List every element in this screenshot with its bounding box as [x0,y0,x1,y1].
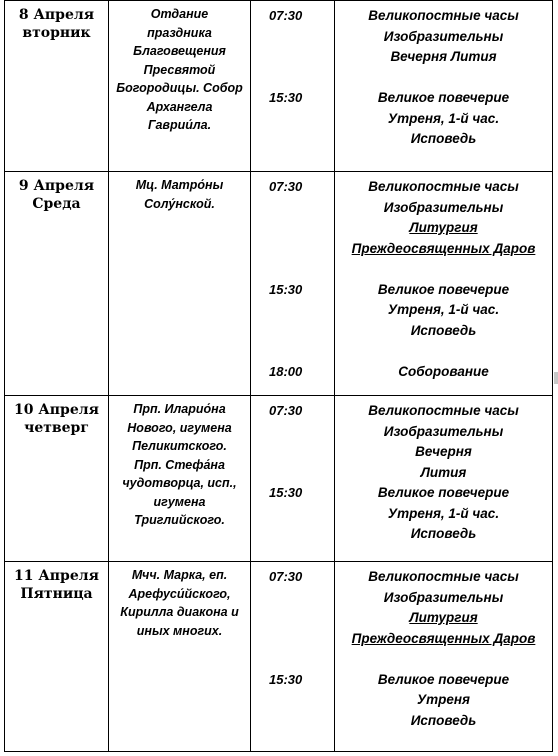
services-cell [335,1,553,172]
service-item: Великое повечерие [377,671,510,687]
saint-line: Богородицы. Собор [116,81,243,95]
service-item: Преждеосвященных Даров [351,240,536,256]
date-cell [5,172,109,396]
time-cell [251,172,335,396]
schedule-row [5,1,553,172]
saint-line: Арефуси́йского, [128,586,231,601]
services-cell [335,396,553,562]
service-time: 18:00 [269,363,303,379]
saint-line: игумена [153,494,206,509]
service-item: Утреня, 1-й час. [387,302,500,317]
service-time: 07:30 [269,569,303,584]
services-cell [335,562,553,752]
service-time: 15:30 [269,281,303,297]
weekday: четверг [24,420,89,436]
services-cell [335,172,553,396]
saint-cell [109,562,251,752]
saint-line: иных многих. [136,623,223,638]
service-time: 07:30 [269,403,303,418]
date-cell [5,562,109,752]
service-item: Изобразительны [383,589,504,605]
service-item: Соборование [398,363,489,379]
service-item: Вечерня [415,444,472,459]
service-time: 15:30 [269,485,303,500]
service-item: Великое повечерие [377,281,510,297]
service-item: Великопостные часы [368,569,519,584]
saint-line: Прп. Иларио́на [133,402,226,416]
schedule-row [5,562,553,752]
service-item: Исповедь [410,526,477,541]
service-item: Утреня, 1-й час. [387,505,500,521]
service-item: Великопостные часы [368,8,519,23]
date-cell [5,1,109,172]
service-item: Великопостные часы [368,179,519,194]
service-item: Литургия [409,610,478,625]
saint-cell [109,172,251,396]
saint-line: Мчч. Марка, еп. [131,568,228,582]
service-time: 15:30 [269,671,303,687]
saint-line: Пресвятой [143,62,216,77]
service-item: Великое повечерие [377,90,510,105]
saint-line: Пеликитского. [132,439,227,453]
saint-line: Благовещения [133,44,226,58]
saint-line: Триглийского. [134,513,225,527]
saint-line: Мц. Матро́ны [135,178,224,192]
schedule-table [4,0,553,752]
service-item: Утреня, 1-й час. [387,110,500,126]
service-item: Изобразительны [383,423,504,439]
time-cell [251,1,335,172]
saint-line: Солу́нской. [144,196,215,211]
service-item: Лития [420,464,467,480]
saint-line: Прп. Стефа́на [134,457,225,472]
saint-cell [109,396,251,562]
service-item: Исповедь [410,131,477,146]
service-time: 07:30 [269,8,303,23]
schedule-row [5,396,553,562]
saint-line: Архангела [146,99,213,114]
time-cell [251,396,335,562]
day-number: 10 Апреля [14,402,99,418]
weekday: вторник [22,25,91,41]
service-item: Великое повечерие [377,485,510,500]
service-item: Преждеосвященных Даров [351,630,536,646]
time-cell [251,562,335,752]
weekday: Пятница [20,586,93,602]
service-item: Исповедь [410,322,477,338]
schedule-row [5,172,553,396]
service-item: Исповедь [410,712,477,728]
saint-line: Отдание [150,7,209,21]
day-number: 11 Апреля [14,568,99,584]
saint-cell [109,1,251,172]
service-item: Вечерня Лития [390,49,497,64]
service-item: Литургия [409,220,478,235]
service-item: Изобразительны [383,199,504,215]
scroll-edge-mark [554,372,558,384]
saint-line: чудотворца, исп., [122,476,237,490]
day-number: 9 Апреля [18,178,95,194]
weekday: Среда [32,196,81,212]
saint-line: Нового, игумена [127,420,232,435]
saint-line: праздника [147,25,212,40]
service-item: Великопостные часы [368,403,519,418]
day-number: 8 Апреля [18,7,95,23]
saint-line: Гаврии́ла. [147,118,212,132]
date-cell [5,396,109,562]
service-time: 07:30 [269,179,303,194]
service-time: 15:30 [269,90,303,105]
service-item: Утреня [416,692,470,707]
service-item: Изобразительны [383,28,504,44]
saint-line: Кирилла диакона и [120,605,239,619]
